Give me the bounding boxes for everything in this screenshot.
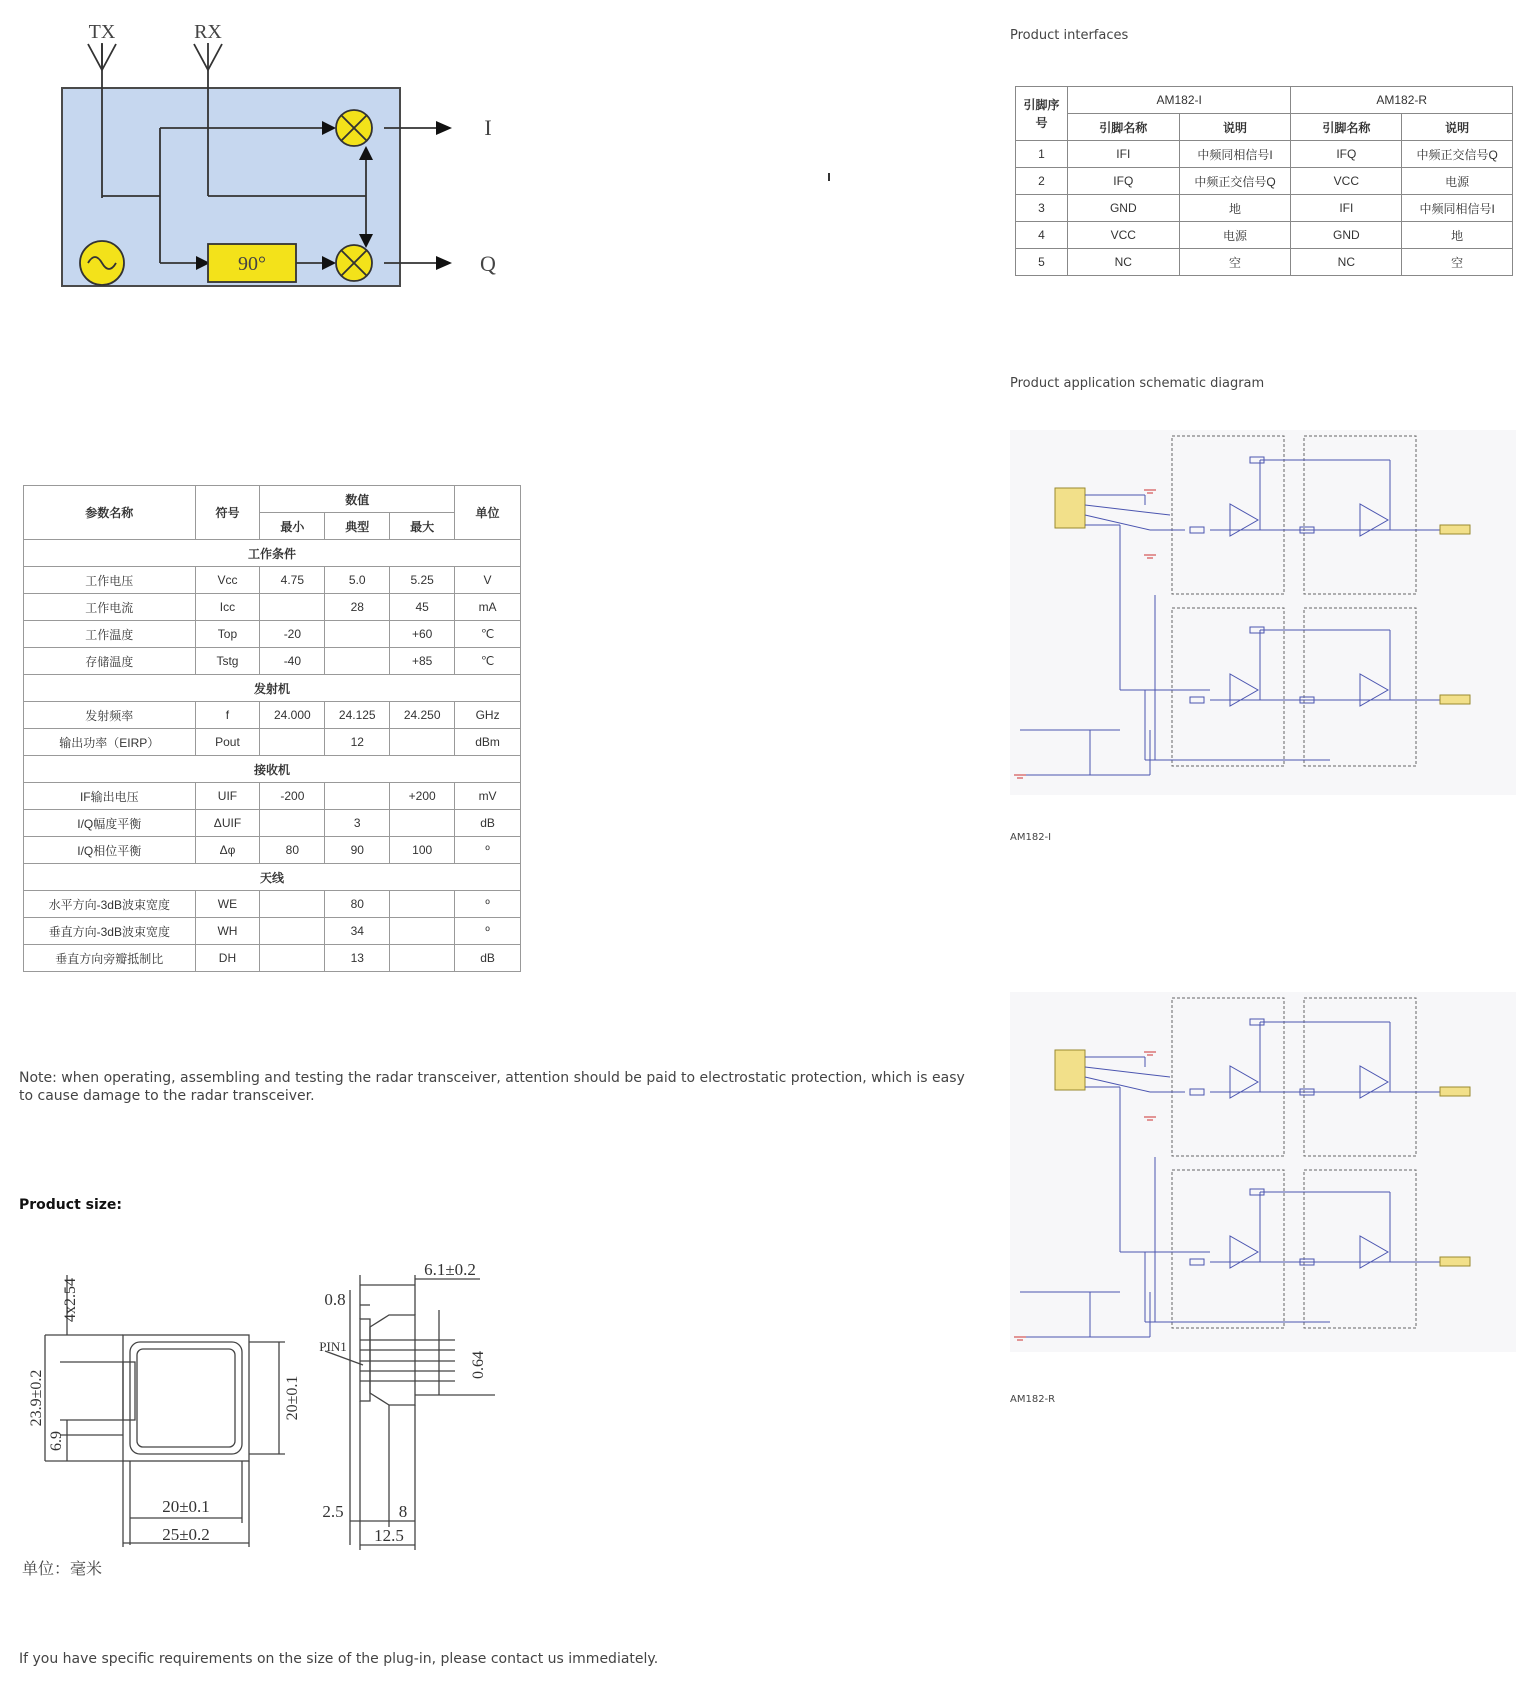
spec-cell: 24.125 <box>325 702 390 729</box>
spec-cell: 90 <box>325 837 390 864</box>
spec-cell: 5.0 <box>325 567 390 594</box>
spec-cell: dB <box>455 945 521 972</box>
col-desc-r: 说明 <box>1402 114 1513 141</box>
spec-row <box>24 783 521 810</box>
col-name-i: 引脚名称 <box>1067 114 1179 141</box>
spec-cell <box>390 945 455 972</box>
spec-cell <box>325 621 390 648</box>
stray-mark <box>828 173 830 181</box>
dim-a: 2.5 <box>322 1502 344 1521</box>
pin1-label: PIN1 <box>319 1339 347 1354</box>
spec-row <box>24 567 521 594</box>
spec-cell: 5.25 <box>390 567 455 594</box>
spec-cell <box>390 810 455 837</box>
dim-inner-h: 20±0.1 <box>284 1375 301 1421</box>
spec-cell: IF输出电压 <box>24 783 196 810</box>
pin-cell: GND <box>1067 195 1179 222</box>
pin-row <box>1016 141 1513 168</box>
spec-cell: Pout <box>195 729 260 756</box>
spec-cell: 45 <box>390 594 455 621</box>
spec-cell: 3 <box>325 810 390 837</box>
dim-offset: 6.9 <box>48 1431 65 1451</box>
spec-cell: -20 <box>260 621 325 648</box>
pin-cell: 5 <box>1016 249 1068 276</box>
spec-cell <box>260 810 325 837</box>
spec-cell: 垂直方向旁瓣抵制比 <box>24 945 196 972</box>
h-min: 最小 <box>260 513 325 540</box>
spec-section-row <box>24 675 521 702</box>
spec-cell <box>390 891 455 918</box>
spec-row <box>24 594 521 621</box>
pin-cell: IFQ <box>1067 168 1179 195</box>
dim-pitch: 4x2.54 <box>62 1278 79 1322</box>
spec-row <box>24 648 521 675</box>
spec-cell: dBm <box>455 729 521 756</box>
schematic-caption-i: AM182-I <box>1010 832 1052 843</box>
pin-cell: GND <box>1291 222 1402 249</box>
pin-cell: VCC <box>1291 168 1402 195</box>
spec-section-row <box>24 864 521 891</box>
pin-cell: IFI <box>1067 141 1179 168</box>
spec-cell: 34 <box>325 918 390 945</box>
pin-cell: 中频同相信号I <box>1402 195 1513 222</box>
pin-row <box>1016 195 1513 222</box>
spec-cell: ℃ <box>455 621 521 648</box>
pin-cell: 地 <box>1179 195 1291 222</box>
spec-cell: 工作电流 <box>24 594 196 621</box>
spec-cell: Tstg <box>195 648 260 675</box>
pin-cell: 3 <box>1016 195 1068 222</box>
spec-row <box>24 918 521 945</box>
dim-lead-width: 0.64 <box>470 1351 487 1379</box>
dim-lead: 0.8 <box>324 1290 346 1309</box>
spec-cell <box>260 891 325 918</box>
pin-cell: NC <box>1291 249 1402 276</box>
spec-cell: +60 <box>390 621 455 648</box>
spec-cell <box>260 594 325 621</box>
model-i-header: AM182-I <box>1067 87 1291 114</box>
pin-cell: 4 <box>1016 222 1068 249</box>
pin-cell: 中频同相信号I <box>1179 141 1291 168</box>
dim-inner-w: 20±0.1 <box>162 1497 210 1516</box>
pin-cell: 空 <box>1402 249 1513 276</box>
out-q-label: Q <box>480 251 496 276</box>
spec-row <box>24 810 521 837</box>
spec-cell: º <box>455 837 521 864</box>
spec-cell: +200 <box>390 783 455 810</box>
footer-note: If you have specific requirements on the size of the plug-in, please contact us immediately. <box>19 1651 659 1667</box>
pin-cell: VCC <box>1067 222 1179 249</box>
spec-cell: 工作电压 <box>24 567 196 594</box>
pin-cell: IFQ <box>1291 141 1402 168</box>
pin-cell: 1 <box>1016 141 1068 168</box>
spec-cell: 24.250 <box>390 702 455 729</box>
spec-cell: ΔUIF <box>195 810 260 837</box>
spec-cell: dB <box>455 810 521 837</box>
pin-cell: 中频正交信号Q <box>1179 168 1291 195</box>
spec-cell: -40 <box>260 648 325 675</box>
spec-row <box>24 945 521 972</box>
pin-cell: 电源 <box>1179 222 1291 249</box>
spec-cell: +85 <box>390 648 455 675</box>
pin-cell: 空 <box>1179 249 1291 276</box>
spec-cell: 80 <box>260 837 325 864</box>
spec-cell: 13 <box>325 945 390 972</box>
spec-row <box>24 702 521 729</box>
spec-cell: Δφ <box>195 837 260 864</box>
spec-cell <box>325 783 390 810</box>
spec-cell: I/Q幅度平衡 <box>24 810 196 837</box>
spec-cell <box>260 918 325 945</box>
spec-cell: mV <box>455 783 521 810</box>
pin-cell: NC <box>1067 249 1179 276</box>
unit-label: 单位：毫米 <box>22 1559 103 1578</box>
dim-thickness: 6.1±0.2 <box>424 1260 476 1279</box>
size-title: Product size: <box>19 1197 123 1213</box>
dim-b: 8 <box>398 1502 408 1521</box>
spec-section-row <box>24 756 521 783</box>
spec-row <box>24 837 521 864</box>
block-diagram <box>50 8 510 308</box>
size-drawing <box>15 1255 535 1575</box>
pin-table <box>1015 86 1513 276</box>
spec-cell: 24.000 <box>260 702 325 729</box>
spec-table <box>23 485 521 972</box>
spec-section-title: 接收机 <box>24 756 521 783</box>
spec-cell: 垂直方向-3dB波束宽度 <box>24 918 196 945</box>
spec-cell: 28 <box>325 594 390 621</box>
pin-cell: 中频正交信号Q <box>1402 141 1513 168</box>
spec-cell: 100 <box>390 837 455 864</box>
dim-outer-w: 25±0.2 <box>162 1525 210 1544</box>
spec-cell: Icc <box>195 594 260 621</box>
spec-cell: I/Q相位平衡 <box>24 837 196 864</box>
pin-row <box>1016 222 1513 249</box>
schematic-am182-r <box>1010 992 1516 1352</box>
dim-c: 12.5 <box>374 1526 404 1545</box>
spec-cell: Vcc <box>195 567 260 594</box>
spec-cell: GHz <box>455 702 521 729</box>
pin-cell: IFI <box>1291 195 1402 222</box>
spec-cell: º <box>455 891 521 918</box>
spec-cell: 存储温度 <box>24 648 196 675</box>
spec-cell <box>260 945 325 972</box>
spec-cell: V <box>455 567 521 594</box>
h-unit: 单位 <box>455 486 521 540</box>
spec-row <box>24 891 521 918</box>
schematic-am182-i <box>1010 430 1516 795</box>
model-r-header: AM182-R <box>1291 87 1513 114</box>
spec-section-row <box>24 540 521 567</box>
spec-cell: 80 <box>325 891 390 918</box>
spec-cell: 工作温度 <box>24 621 196 648</box>
h-max: 最大 <box>390 513 455 540</box>
spec-cell <box>325 648 390 675</box>
spec-cell: º <box>455 918 521 945</box>
pin-cell: 电源 <box>1402 168 1513 195</box>
spec-cell: mA <box>455 594 521 621</box>
spec-cell: 12 <box>325 729 390 756</box>
spec-cell: f <box>195 702 260 729</box>
spec-row <box>24 621 521 648</box>
spec-cell: WH <box>195 918 260 945</box>
spec-section-title: 工作条件 <box>24 540 521 567</box>
spec-cell: UIF <box>195 783 260 810</box>
spec-cell <box>390 729 455 756</box>
h-typ: 典型 <box>325 513 390 540</box>
spec-cell: 水平方向-3dB波束宽度 <box>24 891 196 918</box>
spec-cell <box>390 918 455 945</box>
spec-cell: ℃ <box>455 648 521 675</box>
phase-label: 90° <box>238 253 266 275</box>
rx-label: RX <box>194 21 222 43</box>
pin-row <box>1016 168 1513 195</box>
esd-note: Note: when operating, assembling and testing the radar transceiver, attention should be paid to electrostatic protection, which is easy to cause damage to the radar transceiver. <box>19 1070 965 1104</box>
spec-cell: WE <box>195 891 260 918</box>
spec-cell: DH <box>195 945 260 972</box>
h-symbol: 符号 <box>195 486 260 540</box>
spec-row <box>24 729 521 756</box>
spec-section-title: 天线 <box>24 864 521 891</box>
tx-label: TX <box>88 21 116 43</box>
col-desc-i: 说明 <box>1179 114 1291 141</box>
interfaces-title: Product interfaces <box>1010 28 1129 43</box>
spec-cell: 4.75 <box>260 567 325 594</box>
h-param: 参数名称 <box>24 486 196 540</box>
col-name-r: 引脚名称 <box>1291 114 1402 141</box>
spec-cell: -200 <box>260 783 325 810</box>
pin-cell: 地 <box>1402 222 1513 249</box>
out-i-label: I <box>484 115 492 140</box>
pin-header: 引脚序号 <box>1016 87 1068 141</box>
pin-row <box>1016 249 1513 276</box>
spec-cell: 输出功率（EIRP） <box>24 729 196 756</box>
spec-section-title: 发射机 <box>24 675 521 702</box>
spec-cell <box>260 729 325 756</box>
pin-cell: 2 <box>1016 168 1068 195</box>
spec-cell: 发射频率 <box>24 702 196 729</box>
h-value: 数值 <box>260 486 455 513</box>
schematic-caption-r: AM182-R <box>1010 1394 1056 1405</box>
schematic-title: Product application schematic diagram <box>1010 376 1265 391</box>
spec-cell: Top <box>195 621 260 648</box>
dim-height: 23.9±0.2 <box>28 1369 45 1427</box>
